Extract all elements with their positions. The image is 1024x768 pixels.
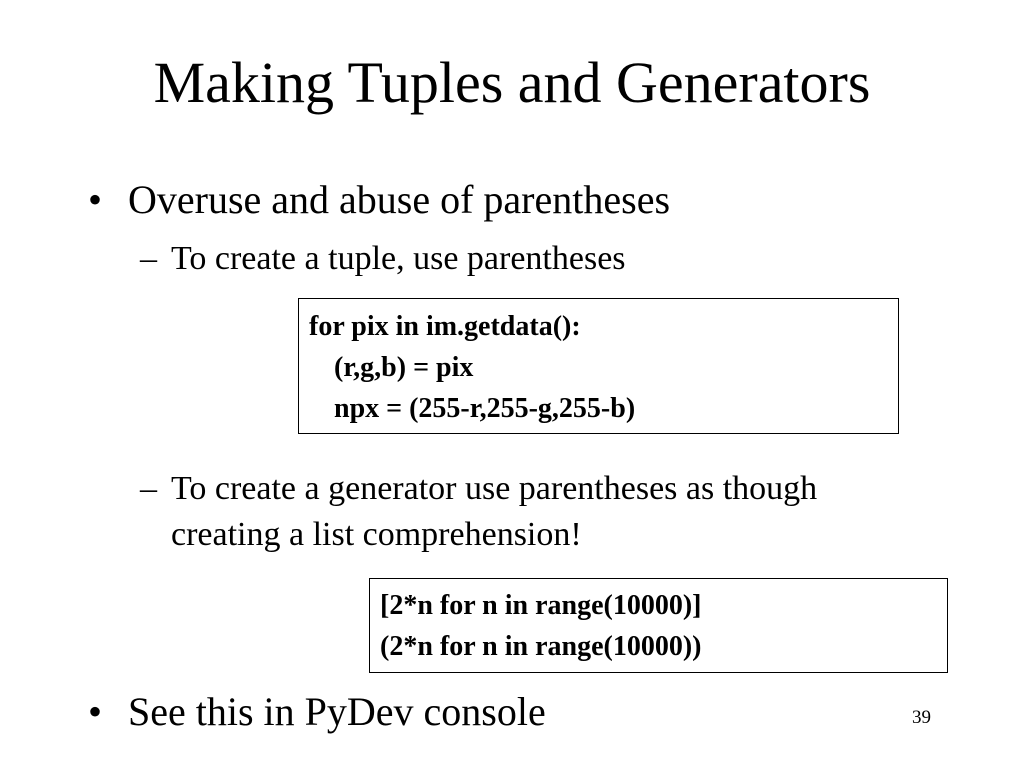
bullet-text: Overuse and abuse of parentheses: [128, 177, 671, 222]
bullet-item: [88, 176, 788, 224]
code-line: (2*n for n in range(10000)): [380, 631, 702, 662]
sub-bullet-text: [171, 466, 971, 558]
bullet-marker: •: [88, 689, 103, 734]
bullet-marker: •: [88, 177, 103, 222]
code-line: [2*n for n in range(10000)]: [380, 590, 702, 621]
bullet-text: See this in PyDev console: [128, 689, 546, 734]
code-line: npx = (255-r,255-g,255-b): [334, 393, 636, 424]
sub-bullet-text-line: creating a list comprehension!: [171, 516, 582, 553]
sub-bullet-text: To create a tuple, use parentheses: [171, 240, 626, 277]
code-block-tuple: [298, 298, 899, 434]
sub-bullet-marker: –: [140, 470, 157, 507]
sub-bullet-item: [140, 466, 980, 558]
slide-title: Making Tuples and Generators: [153, 50, 871, 115]
sub-bullet-marker: –: [140, 240, 157, 277]
sub-bullet-item: [140, 236, 780, 282]
bullet-item: [88, 688, 648, 736]
code-line: for pix in im.getdata():: [309, 311, 581, 342]
code-line: (r,g,b) = pix: [334, 352, 474, 383]
code-block-generator: [369, 578, 948, 673]
page-number: 39: [912, 707, 931, 728]
sub-bullet-text-line: To create a generator use parentheses as though: [171, 470, 818, 507]
